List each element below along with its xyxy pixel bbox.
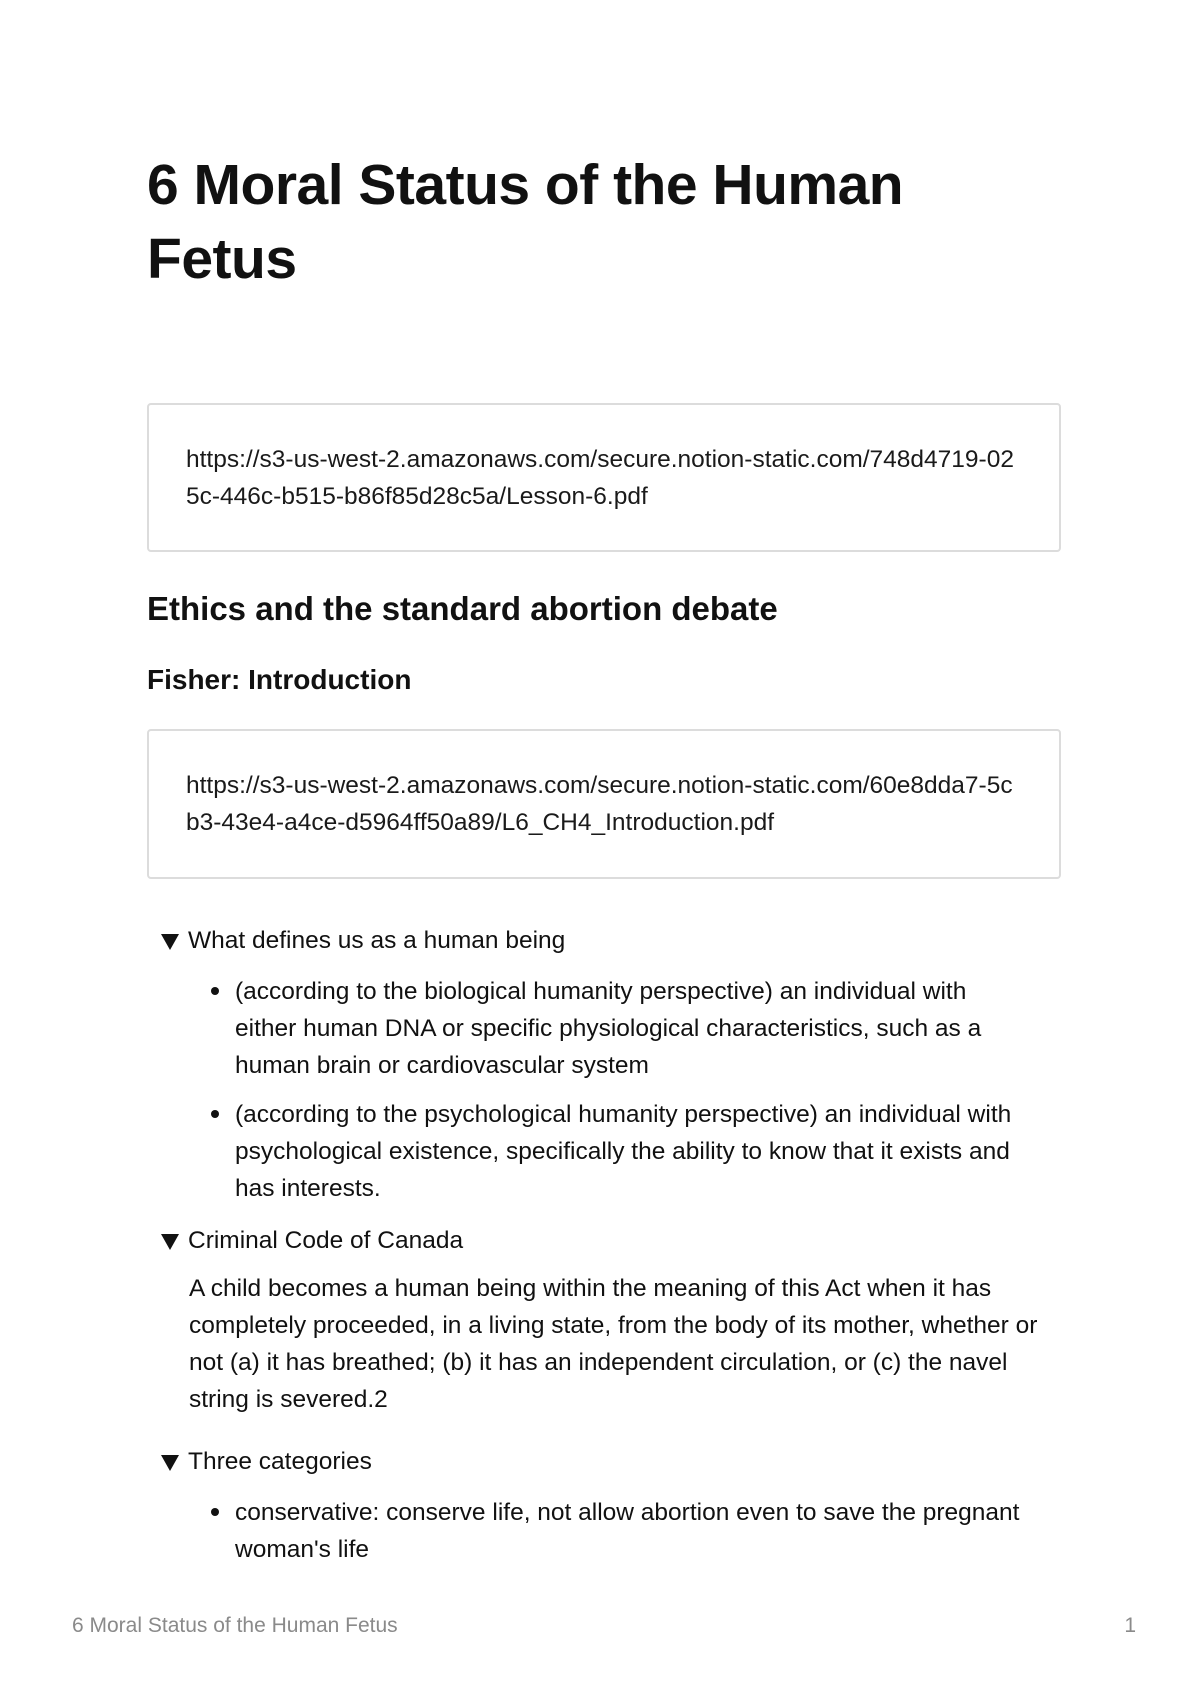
footer-doc-title: 6 Moral Status of the Human Fetus bbox=[72, 1614, 398, 1637]
toggle-label: Criminal Code of Canada bbox=[188, 1227, 464, 1254]
toggle-three-categories[interactable] bbox=[161, 1443, 372, 1480]
section-heading: Ethics and the standard abortion debate bbox=[147, 590, 778, 627]
toggle-paragraph: A child becomes a human being within the meaning of this Act when it has completely proceeded, in a living state, from the body of its mother, whether or not (a) it has breathed; (b) it has an independent circulation, or (c) the navel string is severed.2 bbox=[189, 1275, 1038, 1413]
list-item-text: conservative: conserve life, not allow abortion even to save the pregnant woman's life bbox=[235, 1499, 1020, 1563]
pdf-embed-link-introduction[interactable]: https://s3-us-west-2.amazonaws.com/secure.notion-static.com/60e8dda7-5cb3-43e4-a4ce-d5964ff50a89/L6_CH4_Introduction.pdf bbox=[147, 729, 1061, 879]
bullet-icon bbox=[211, 987, 219, 995]
list-item bbox=[203, 973, 1023, 1084]
toggle-label: Three categories bbox=[188, 1448, 372, 1475]
list-item bbox=[203, 1494, 1023, 1568]
page-title: 6 Moral Status of the Human Fetus bbox=[147, 153, 904, 291]
toggle-human-being[interactable] bbox=[161, 922, 565, 959]
toggle-triangle-icon[interactable] bbox=[161, 1234, 179, 1250]
list-item bbox=[203, 1096, 1023, 1207]
footer-page-number: 1 bbox=[1124, 1614, 1136, 1637]
subheading: Fisher: Introduction bbox=[147, 664, 412, 695]
toggle-triangle-icon[interactable] bbox=[161, 1455, 179, 1471]
list-item-text: (according to the biological humanity perspective) an individual with either human DNA or specific physiological characteristics, such as a human brain or cardiovascular system bbox=[235, 978, 982, 1079]
bullet-icon bbox=[211, 1110, 219, 1118]
pdf-embed-link-lesson-6[interactable]: https://s3-us-west-2.amazonaws.com/secure.notion-static.com/748d4719-025c-446c-b515-b86f85d28c5a/Lesson-6.pdf bbox=[147, 403, 1061, 552]
toggle-label: What defines us as a human being bbox=[188, 927, 566, 954]
toggle-criminal-code[interactable] bbox=[161, 1222, 463, 1259]
list-item-text: (according to the psychological humanity perspective) an individual with psychological existence, specifically the ability to know that it exists and has interests. bbox=[235, 1101, 1012, 1202]
toggle-triangle-icon[interactable] bbox=[161, 934, 179, 950]
bullet-icon bbox=[211, 1508, 219, 1516]
